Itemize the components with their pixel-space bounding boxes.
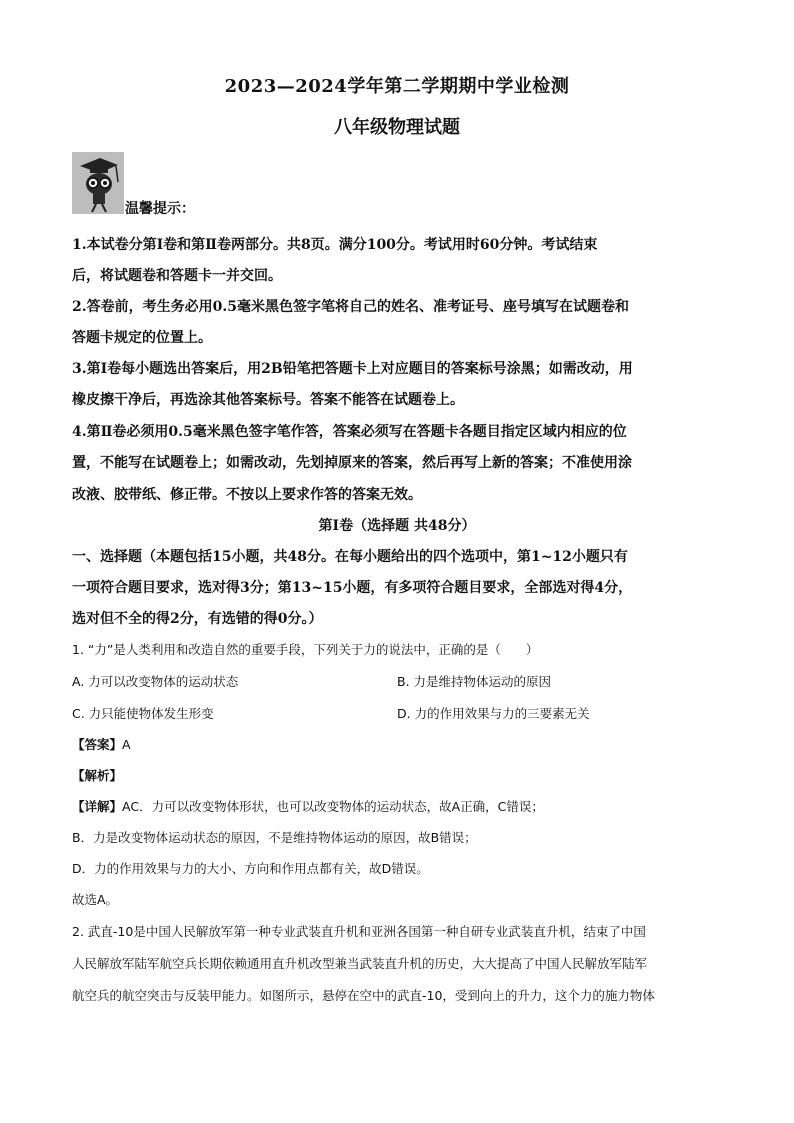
tips-line: 后，将试题卷和答题卡一并交回。 — [72, 268, 282, 284]
tips-line: 4.第Ⅱ卷必须用0.5毫米黑色签字笔作答，答案必须写在答题卡各题目指定区域内相应的位 — [72, 424, 627, 440]
section-intro-line: 一项符合题目要求，选对得3分；第13~15小题，有多项符合题目要求，全部选对得4分， — [72, 580, 633, 596]
analysis-tag: 【解析】 — [72, 768, 123, 783]
tips-line: 2.答卷前，考生务必用0.5毫米黑色签字笔将自己的姓名、准考证号、座号填写在试题卷和 — [72, 299, 629, 315]
section-intro-line: 一、选择题（本题包括15小题，共48分。在每小题给出的四个选项中，第1~12小题只有 — [72, 549, 628, 565]
detail-line: AC．力可以改变物体形状，也可以改变物体的运动状态，故A正确，C错误； — [122, 799, 544, 814]
question-1-stem: 1. “力”是人类利用和改造自然的重要手段，下列关于力的说法中，正确的是（ ） — [72, 642, 539, 657]
question-1-option-a: A. 力可以改变物体的运动状态 — [72, 674, 239, 689]
section-intro-line: 选对但不全的得2分，有选错的得0分。） — [72, 611, 323, 627]
tips-line: 答题卡规定的位置上。 — [72, 330, 212, 346]
tips-line: 置，不能写在试题卷上；如需改动，先划掉原来的答案，然后再写上新的答案；不准使用涂 — [72, 455, 632, 471]
tips-label: 温馨提示： — [125, 201, 195, 217]
detail-line: B．力是改变物体运动状态的原因，不是维持物体运动的原因，故B错误； — [72, 830, 477, 845]
question-2-line: 航空兵的航空突击与反装甲能力。如图所示，悬停在空中的武直-10，受到向上的升力，这个力的施力物体 — [72, 988, 655, 1003]
scholar-mascot-icon — [72, 152, 124, 214]
exam-subtitle: 八年级物理试题 — [334, 117, 460, 138]
question-2-line: 2. 武直-10是中国人民解放军第一种专业武装直升机和亚洲各国第一种自研专业武装直升机，结束了中国 — [72, 924, 646, 939]
exam-title: 2023—2024学年第二学期期中学业检测 — [224, 76, 570, 97]
question-2-line: 人民解放军陆军航空兵长期依赖通用直升机改型兼当武装直升机的历史，大大提高了中国人民解放军陆军 — [72, 956, 648, 971]
answer-tag: 【答案】 — [72, 737, 123, 752]
tips-line: 1.本试卷分第Ⅰ卷和第Ⅱ卷两部分。共8页。满分100分。考试用时60分钟。考试结束 — [72, 237, 598, 253]
answer-value: A — [122, 737, 131, 752]
question-1-option-c: C. 力只能使物体发生形变 — [72, 706, 214, 721]
section-title: 第Ⅰ卷（选择题 共48分） — [318, 518, 476, 534]
detail-row — [72, 797, 544, 815]
tips-line: 3.第Ⅰ卷每小题选出答案后，用2B铅笔把答题卡上对应题目的答案标号涂黑；如需改动，用 — [72, 361, 633, 377]
analysis-row — [72, 766, 122, 784]
detail-line: 故选A。 — [72, 892, 119, 907]
detail-tag: 【详解】 — [72, 799, 123, 814]
question-1-option-d: D. 力的作用效果与力的三要素无关 — [397, 706, 590, 721]
question-1-option-b: B. 力是维持物体运动的原因 — [397, 674, 552, 689]
answer-row — [72, 735, 131, 753]
tips-line: 橡皮擦干净后，再选涂其他答案标号。答案不能答在试题卷上。 — [72, 392, 464, 408]
detail-line: D．力的作用效果与力的大小、方向和作用点都有关，故D错误。 — [72, 861, 429, 876]
tips-line: 改液、胶带纸、修正带。不按以上要求作答的答案无效。 — [72, 487, 422, 503]
